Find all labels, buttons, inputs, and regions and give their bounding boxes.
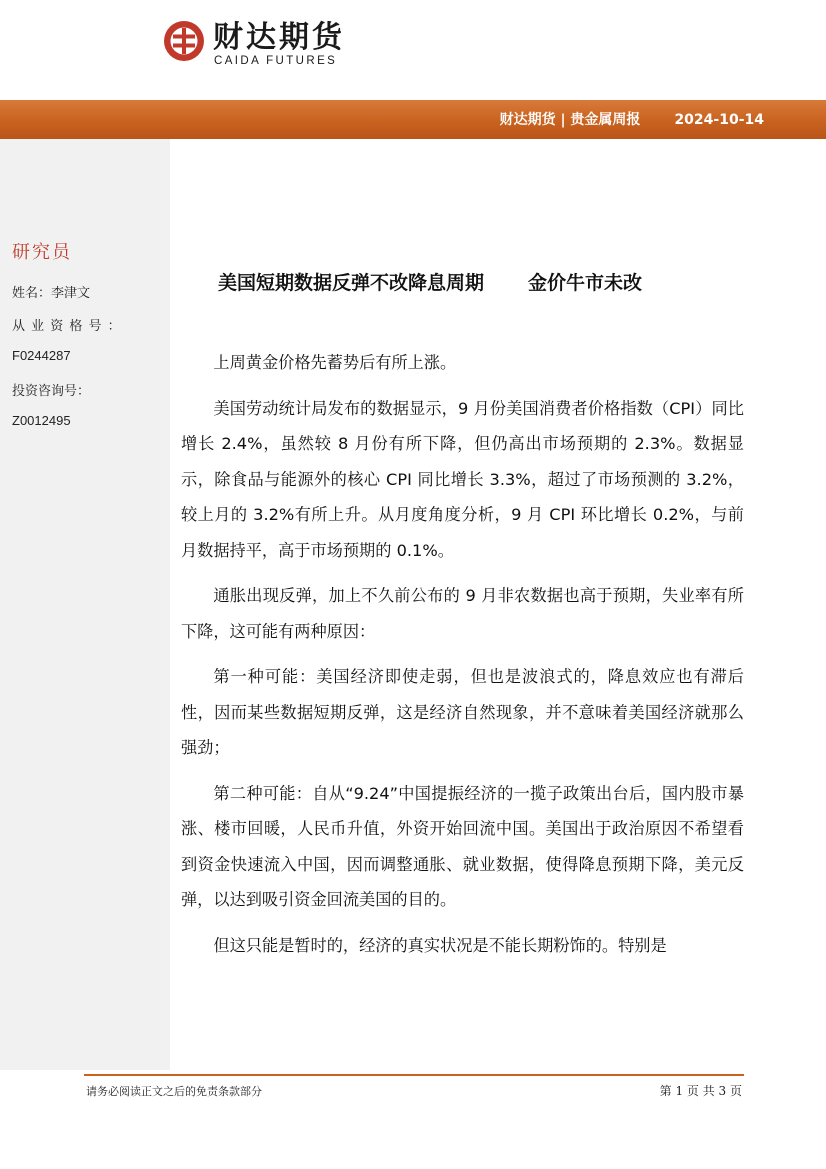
logo-name-cn: 财达期货: [213, 20, 345, 55]
company-logo: [163, 20, 363, 70]
title-part2: 金价牛市未改: [528, 272, 643, 294]
report-date: 2024-10-14: [674, 112, 764, 128]
qualification-label: 从 业 资 格 号 ：: [12, 319, 122, 334]
researcher-heading: 研究员: [12, 242, 72, 263]
sidebar: [0, 139, 170, 1070]
advisor-label: 投资咨询号：: [12, 384, 91, 399]
researcher-name: 姓名：李津文: [12, 286, 91, 301]
caida-logo-icon: [163, 20, 205, 62]
paragraph: 第二种可能：自从“9.24”中国提振经济的一揽子政策出台后，国内股市暴涨、楼市回暖，人民币升值，外资开始回流中国。美国出于政治原因不希望看到资金快速流入中国，因而调整通胀、就业数据，使得降息预期下降，美元反弹，以达到吸引资金回流美国的目的。: [181, 783, 744, 909]
qualification-number: F0244287: [12, 348, 71, 363]
report-title: [218, 268, 642, 295]
paragraph: 通胀出现反弹，加上不久前公布的 9 月非农数据也高于预期，失业率有所下降，这可能有两种原因：: [181, 586, 744, 641]
page-number: 第 1 页 共 3 页: [659, 1084, 742, 1098]
footer-divider: [84, 1074, 744, 1076]
report-body: [181, 345, 744, 963]
advisor-number: Z0012495: [12, 413, 71, 428]
report-name: 财达期货 | 贵金属周报: [499, 112, 641, 128]
paragraph: 美国劳动统计局发布的数据显示，9 月份美国消费者价格指数（CPI）同比增长 2.4%，虽然较 8 月份有所下降，但仍高出市场预期的 2.3%。数据显示，除食品与能源外的核心 CPI 同比增长 3.3%，超过了市场预测的 3.2%，较上月的 3.2%有所上升。从月度角度分析，9 月 CPI 环比增长 0.2%，与前月数据持平，高于市场预期的 0.1%。: [181, 398, 744, 560]
disclaimer-note: 请务必阅读正文之后的免责条款部分: [86, 1085, 262, 1098]
paragraph: 第一种可能：美国经济即使走弱，但也是波浪式的，降息效应也有滞后性，因而某些数据短期反弹，这是经济自然现象，并不意味着美国经济就那么强劲；: [181, 667, 744, 757]
paragraph: 但这只能是暂时的，经济的真实状况是不能长期粉饰的。特别是: [213, 935, 667, 955]
logo-name-en: CAIDA FUTURES: [214, 55, 338, 67]
paragraph: 上周黄金价格先蓄势后有所上涨。: [213, 353, 457, 372]
title-part1: 美国短期数据反弹不改降息周期: [218, 272, 485, 294]
banner-text: [500, 110, 764, 130]
header-banner: [0, 100, 826, 139]
